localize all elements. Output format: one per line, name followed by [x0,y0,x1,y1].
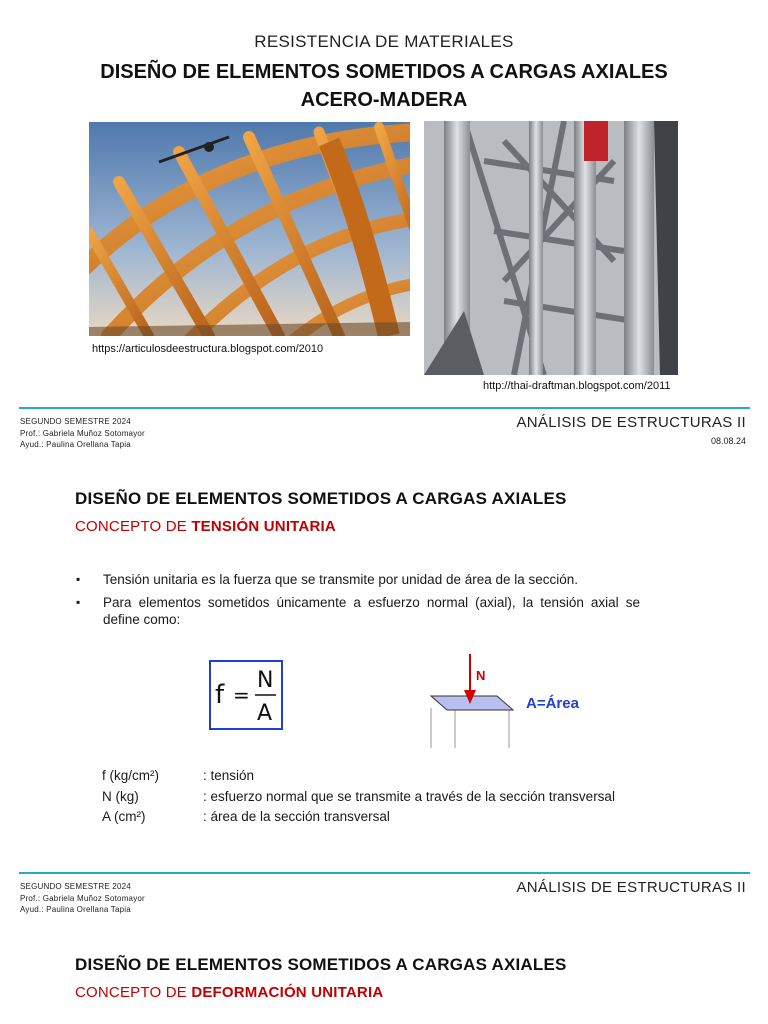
footer-semester: SEGUNDO SEMESTRE 2024 [20,417,131,426]
variable-meaning: : tensión [203,768,255,783]
concept-name: DEFORMACIÓN UNITARIA [191,984,384,1001]
area-label: A=Área [526,695,579,712]
concept-prefix: CONCEPTO DE [75,518,192,535]
variable-symbol: f (kg/cm²) [102,768,159,783]
footer-professor: Prof.: Gabriela Muñoz Sotomayor [20,428,145,438]
footer-subject: ANÁLISIS DE ESTRUCTURAS II [516,414,746,431]
steel-truss-photo [424,121,678,375]
footer-divider [19,872,750,874]
variable-symbol: N (kg) [102,789,139,804]
footer-credits [20,881,145,916]
formula-numerator: N [257,668,274,693]
footer-subject: ANÁLISIS DE ESTRUCTURAS II [516,879,746,896]
formula-equals: = [233,683,250,707]
formula-lhs: f [215,680,225,710]
photo-caption-left: https://articulosdeestructura.blogspot.com/2010 [92,343,324,355]
variable-meaning: : esfuerzo normal que se transmite a través de la sección transversal [203,789,615,804]
concept-name: TENSIÓN UNITARIA [191,518,336,535]
axial-load-diagram [425,650,605,754]
footer-assistant: Ayud.: Paulina Orellana Tapia [20,905,131,914]
concept-title [75,518,336,535]
section-heading: DISEÑO DE ELEMENTOS SOMETIDOS A CARGAS AXIALES [75,489,567,508]
footer-professor: Prof.: Gabriela Muñoz Sotomayor [20,893,145,903]
variable-definitions [102,768,662,828]
photo-caption-right: http://thai-draftman.blogspot.com/2011 [483,380,671,392]
slide-title [0,58,768,114]
variable-symbol: A (cm²) [102,809,146,824]
timber-structure-photo [89,122,410,336]
section-heading: DISEÑO DE ELEMENTOS SOMETIDOS A CARGAS AXIALES [75,955,567,974]
bullet-item: ▪ Tensión unitaria es la fuerza que se transmite por unidad de área de la sección. [76,571,640,588]
force-label: N [476,668,486,683]
bullet-item: ▪ Para elementos sometidos únicamente a esfuerzo normal (axial), la tensión axial se define como: [76,594,640,628]
concept-prefix: CONCEPTO DE [75,984,192,1001]
footer-credits [20,416,145,451]
slide-title-line2: ACERO-MADERA [300,89,468,111]
footer-assistant: Ayud.: Paulina Orellana Tapia [20,440,131,449]
slide-title-line1: DISEÑO DE ELEMENTOS SOMETIDOS A CARGAS AXIALES [100,61,668,83]
definition-list [76,571,640,634]
footer-semester: SEGUNDO SEMESTRE 2024 [20,882,131,891]
footer-divider [19,407,750,409]
concept-title [75,984,383,1001]
variable-meaning: : área de la sección transversal [203,809,390,824]
course-name: RESISTENCIA DE MATERIALES [254,32,514,51]
formula-box [209,660,283,730]
formula-denominator: A [257,701,273,726]
footer-date: 08.08.24 [710,436,746,446]
